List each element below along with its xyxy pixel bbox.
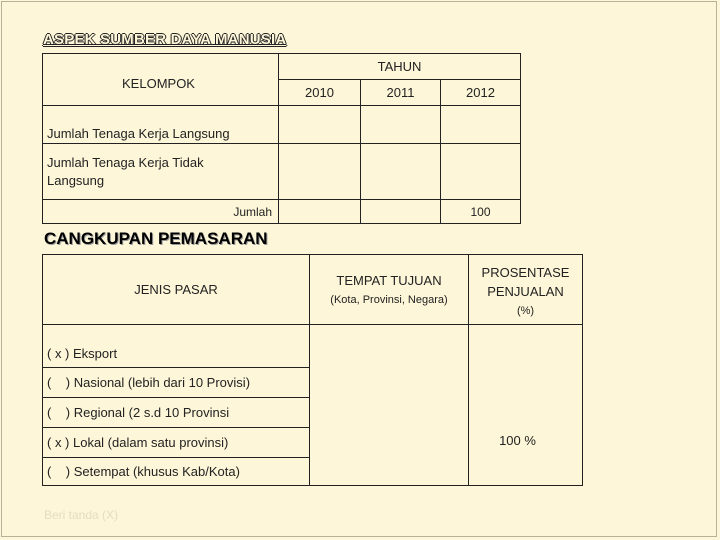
- cell-tempat-tujuan: [310, 325, 469, 486]
- cell-value: [441, 144, 521, 200]
- row-label-jumlah: Jumlah: [43, 200, 279, 224]
- row-label-setempat: ( ) Setempat (khusus Kab/Kota): [43, 458, 310, 486]
- cell-value: [279, 144, 361, 200]
- row-label-regional: ( ) Regional (2 s.d 10 Provinsi: [43, 398, 310, 428]
- header-tahun: TAHUN: [279, 54, 521, 80]
- footer-watermark: Beri tanda (X): [44, 508, 119, 522]
- cell-prosentase-value: 100 %: [499, 433, 536, 448]
- header-kelompok: [43, 54, 279, 106]
- header-tempat-tujuan-sub: (Kota, Provinsi, Negara): [330, 294, 448, 306]
- cell-value: [361, 144, 441, 200]
- header-prosentase-sub: (%): [516, 304, 535, 317]
- header-prosentase: [469, 255, 583, 325]
- cell-value: [279, 106, 361, 144]
- cell-value: [361, 200, 441, 224]
- header-kelompok-label: KELOMPOK: [122, 76, 195, 91]
- row-label-lokal: ( x ) Lokal (dalam satu provinsi): [43, 428, 310, 458]
- header-year-2012: 2012: [441, 80, 521, 106]
- row-label-nasional: ( ) Nasional (lebih dari 10 Provisi): [43, 368, 310, 398]
- cell-value: [441, 106, 521, 144]
- section-title-sdm: ASPEK SUMBER DAYA MANUSIA: [43, 31, 287, 48]
- header-year-2011: 2011: [361, 80, 441, 106]
- cell-value: [361, 106, 441, 144]
- header-tempat-tujuan: [310, 255, 469, 325]
- row-label-tidak-langsung: Jumlah Tenaga Kerja Tidak Langsung: [43, 144, 279, 200]
- header-year-2010: 2010: [279, 80, 361, 106]
- row-label-langsung: Jumlah Tenaga Kerja Langsung: [43, 106, 279, 144]
- section-title-pemasaran: CANGKUPAN PEMASARAN: [44, 229, 268, 248]
- header-prosentase-label: PROSENTASE PENJUALAN: [481, 264, 570, 299]
- table-row-total: [43, 200, 521, 224]
- cell-prosentase: [469, 325, 583, 486]
- header-jenis-pasar: JENIS PASAR: [43, 255, 310, 325]
- table-row: [43, 144, 521, 200]
- cell-value: [279, 200, 361, 224]
- table-row: [43, 106, 521, 144]
- header-tempat-tujuan-label: TEMPAT TUJUAN: [336, 273, 442, 288]
- cell-total-2012: 100: [441, 200, 521, 224]
- pemasaran-table: [42, 254, 583, 486]
- table-row: [43, 325, 583, 368]
- row-label-eksport: ( x ) Eksport: [43, 325, 310, 368]
- sdm-table: [42, 53, 521, 224]
